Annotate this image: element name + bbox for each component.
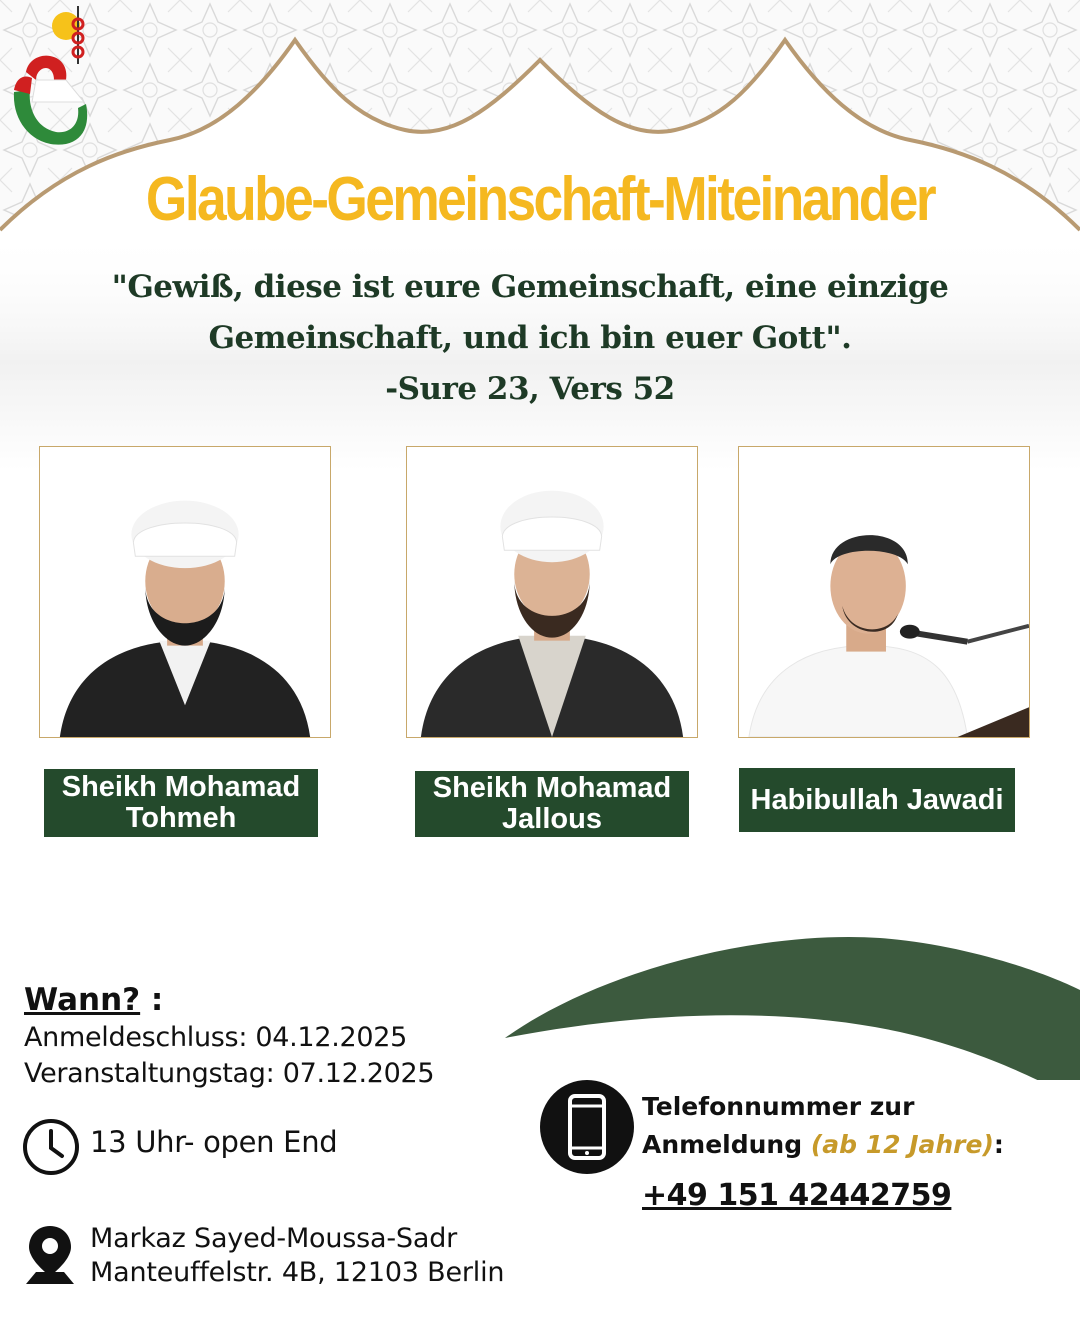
clock-icon: [22, 1118, 80, 1176]
age-note: (ab 12 Jahre): [810, 1130, 994, 1159]
speaker-portrait: [739, 447, 1029, 737]
event-address: [90, 1222, 504, 1290]
quote-source: -Sure 23, Vers 52: [385, 371, 675, 407]
phone-label-colon: :: [993, 1130, 1004, 1159]
address-line-2: Manteuffelstr. 4B, 12103 Berlin: [90, 1257, 505, 1288]
phone-label: [642, 1088, 1004, 1164]
speaker-photo-3: [738, 446, 1030, 738]
speaker-photo-1: [39, 446, 331, 738]
speaker-name-1: [44, 769, 318, 837]
address-line-1: Markaz Sayed-Moussa-Sadr: [90, 1223, 458, 1254]
registration-deadline: Anmeldeschluss: 04.12.2025: [24, 1022, 407, 1053]
event-time: 13 Uhr- open End: [90, 1125, 338, 1159]
speaker-name-2: [415, 771, 689, 837]
phone-label-text: Anmeldung: [642, 1130, 811, 1159]
phone-number-link[interactable]: +49 151 42442759: [642, 1178, 952, 1213]
when-heading-text: Wann?: [24, 982, 141, 1018]
speaker-name-line: Jallous: [502, 803, 602, 835]
smartphone-glyph: [540, 1080, 634, 1174]
when-heading-colon: :: [140, 982, 164, 1018]
event-title: Glaube-Gemeinschaft-Miteinander: [145, 165, 935, 234]
speaker-name-line: Sheikh Mohamad: [432, 772, 672, 804]
location-pin-icon: [24, 1224, 76, 1286]
logo-icon: [6, 4, 96, 154]
smartphone-icon: [540, 1080, 634, 1174]
quran-quote: [60, 262, 1000, 415]
event-date: Veranstaltungstag: 07.12.2025: [24, 1058, 435, 1089]
phone-label-line-2: [642, 1126, 1004, 1164]
when-section: [24, 980, 434, 1092]
speaker-name-line: Sheikh Mohamad: [61, 771, 301, 803]
speaker-portrait: [407, 447, 697, 737]
speaker-name-3: [739, 768, 1015, 832]
speaker-name-line: Tohmeh: [125, 802, 237, 834]
when-heading: [24, 980, 434, 1020]
speaker-portrait: [40, 447, 330, 737]
phone-label-line-1: Telefonnummer zur: [642, 1092, 915, 1121]
speaker-photo-2: [406, 446, 698, 738]
speaker-name-line: Habibullah Jawadi: [750, 783, 1004, 816]
quote-line-2: Gemeinschaft, und ich bin euer Gott".: [208, 320, 852, 356]
quote-line-1: "Gewiß, diese ist eure Gemeinschaft, eine einzige: [111, 269, 949, 305]
